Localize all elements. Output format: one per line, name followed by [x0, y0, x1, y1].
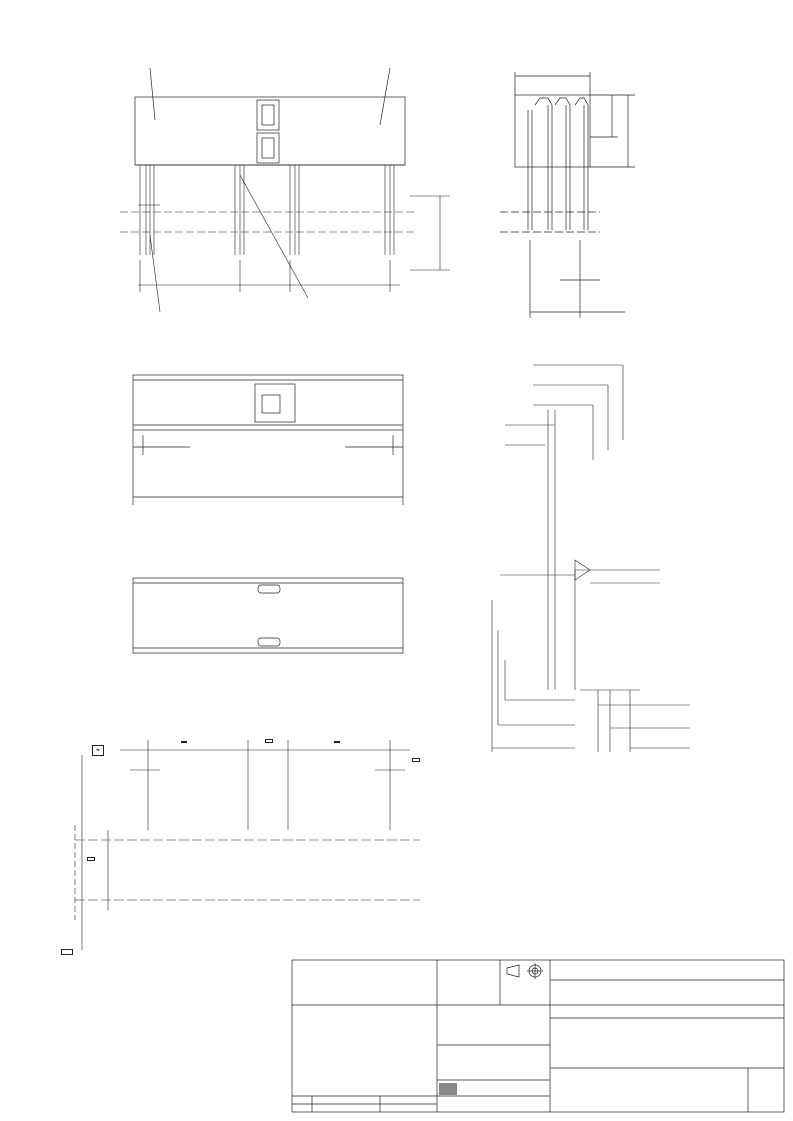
position-tolerance-frame: ⌖ [92, 745, 104, 756]
hole-box-8 [265, 739, 273, 743]
hole-box-2-left [181, 741, 187, 743]
hole-box-2-far-right [412, 758, 420, 762]
hole-box-2-left-side [87, 857, 95, 861]
erni-logo-box [439, 1083, 457, 1095]
hole-dim-5x-vertical [63, 949, 72, 955]
level-diagram [492, 365, 690, 752]
title-block-lines [292, 960, 784, 1112]
top-view-body [135, 68, 405, 165]
top-view-pins [120, 165, 450, 312]
front-view [133, 375, 403, 505]
projection-symbol-icon [505, 963, 545, 979]
hole-pattern-lines [75, 740, 420, 950]
side-view [500, 72, 635, 318]
contact-layout-frame [133, 578, 403, 653]
hole-box-2-right [334, 741, 340, 743]
